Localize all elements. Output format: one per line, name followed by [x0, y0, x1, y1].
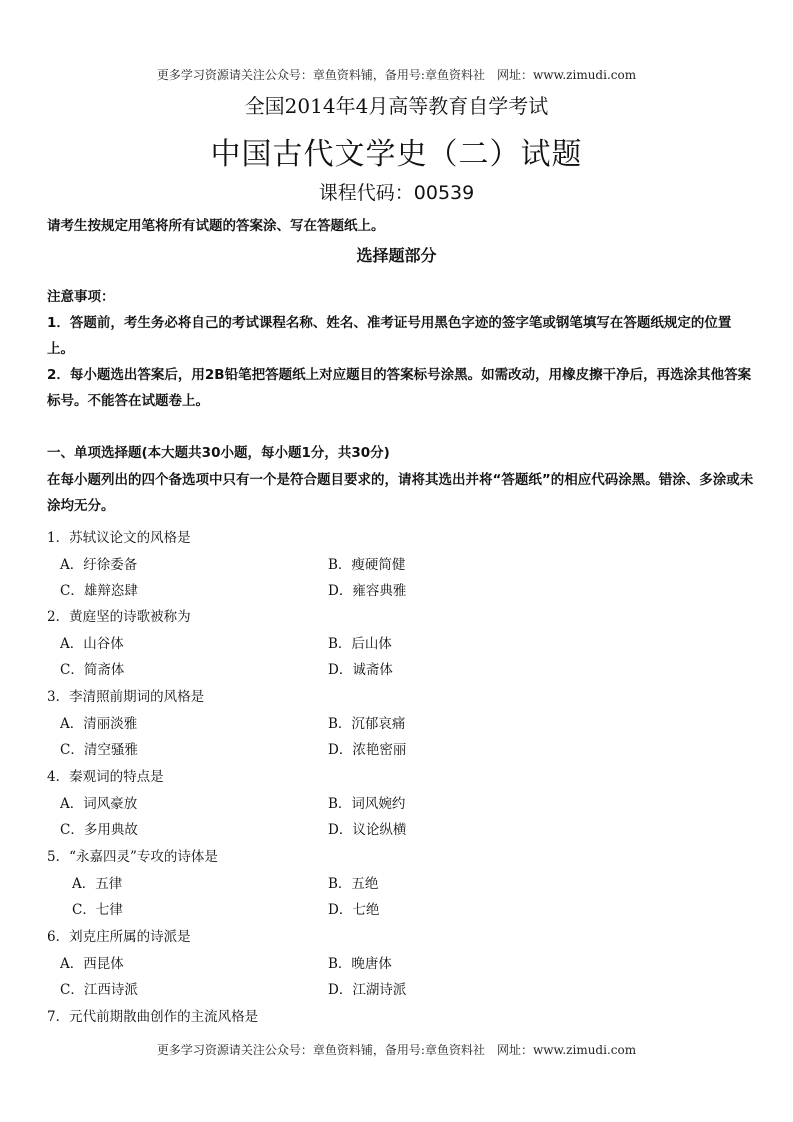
paper-title: 中国古代文学史（二）试题 [210, 137, 583, 172]
option-b: B．沉郁哀痛 [328, 716, 406, 732]
answer-instruction: 请考生按规定用笔将所有试题的答案涂、写在答题纸上。 [47, 218, 385, 234]
question-stem: 2．黄庭坚的诗歌被称为 [47, 609, 191, 625]
header-banner: 更多学习资源请关注公众号：章鱼资料铺，备用号:章鱼资料社 网址：www.zimudi.com [156, 68, 637, 82]
option-b: B．后山体 [328, 636, 392, 652]
note-item-2: 2．每小题选出答案后，用2B铅笔把答题纸上对应题目的答案标号涂黑。如需改动，用橡皮擦干净后，再选涂其他答案标号。不能答在试题卷上。 [47, 367, 752, 409]
notes-heading: 注意事项： [47, 289, 115, 305]
option-c: C．多用典故 [60, 822, 138, 838]
option-d: D．浓艳密丽 [328, 742, 407, 758]
footer-banner: 更多学习资源请关注公众号：章鱼资料铺，备用号:章鱼资料社 网址：www.zimudi.com [156, 1043, 637, 1057]
question-stem: 5．“永嘉四灵”专攻的诗体是 [47, 849, 218, 865]
option-d: D．七绝 [328, 902, 380, 918]
course-code: 课程代码：00539 [318, 182, 475, 204]
option-a: A．词风豪放 [60, 796, 138, 812]
option-b: B．晚唐体 [328, 956, 392, 972]
option-d: D．诚斋体 [328, 662, 393, 678]
part1-instruction: 在每小题列出的四个备选项中只有一个是符合题目要求的，请将其选出并将“答题纸”的相应代码涂黑。错涂、多涂或未涂均无分。 [47, 472, 754, 514]
option-a: A．五律 [72, 876, 123, 892]
question-stem: 4．秦观词的特点是 [47, 769, 164, 785]
option-a: A．清丽淡雅 [60, 716, 138, 732]
note-item-1: 1．答题前，考生务必将自己的考试课程名称、姓名、准考证号用黑色字迹的签字笔或钢笔填写在答题纸规定的位置上。 [47, 315, 732, 357]
option-d: D．江湖诗派 [328, 982, 407, 998]
option-c: C．清空骚雅 [60, 742, 138, 758]
option-b: B．词风婉约 [328, 796, 406, 812]
option-c: C．简斋体 [60, 662, 125, 678]
option-b: B．五绝 [328, 876, 379, 892]
option-d: D．议论纵横 [328, 822, 407, 838]
part1-heading: 一、单项选择题(本大题共30小题，每小题1分，共30分) [47, 445, 390, 461]
option-c: C．雄辩恣肆 [60, 583, 138, 599]
section-title: 选择题部分 [356, 246, 437, 265]
question-stem: 1．苏轼议论文的风格是 [47, 530, 191, 546]
exam-title: 全国2014年4月高等教育自学考试 [244, 94, 549, 118]
question-stem: 7．元代前期散曲创作的主流风格是 [47, 1009, 259, 1025]
question-stem: 6．刘克庄所属的诗派是 [47, 929, 191, 945]
option-c: C．江西诗派 [60, 982, 138, 998]
option-a: A．纡徐委备 [60, 557, 138, 573]
option-b: B．瘦硬简健 [328, 557, 406, 573]
option-c: C．七律 [72, 902, 123, 918]
option-d: D．雍容典雅 [328, 583, 407, 599]
option-a: A．西昆体 [60, 956, 124, 972]
question-stem: 3．李清照前期词的风格是 [47, 689, 205, 705]
option-a: A．山谷体 [60, 636, 124, 652]
